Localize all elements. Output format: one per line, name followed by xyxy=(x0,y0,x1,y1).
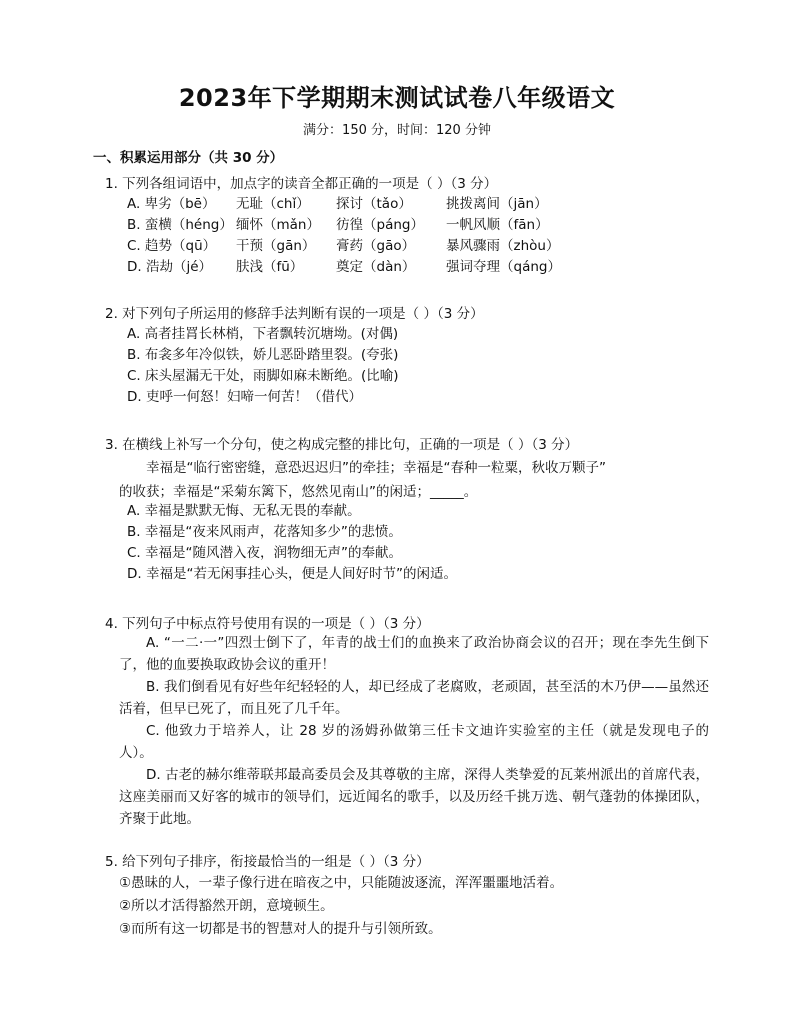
option-word: 挑拨离间（jān） xyxy=(446,196,548,212)
question-4-stem: 4. 下列句子中标点符号使用有误的一项是（ ）（3 分） xyxy=(105,616,430,632)
option-a xyxy=(127,194,561,215)
question-2-stem: 2. 对下列句子所运用的修辞手法判断有误的一项是（ ）（3 分） xyxy=(105,306,484,322)
option-word: A. 卑劣（bē） xyxy=(127,196,216,212)
option-word: B. 蛮横（héng） xyxy=(127,217,233,233)
question-4-options xyxy=(119,632,709,830)
option-word: 一帆风顺（fān） xyxy=(446,217,549,233)
option-word: C. 趋势（qū） xyxy=(127,238,217,254)
option-word: 奠定（dàn） xyxy=(336,259,416,275)
option-word: D. 浩劫（jé） xyxy=(127,259,213,275)
question-3-passage: 幸福是“临行密密缝，意恐迟迟归”的牵挂；幸福是“春种一粒粟，秋收万颗子” xyxy=(146,460,606,476)
option-word: 探讨（tǎo） xyxy=(336,196,412,212)
option-d: D. 吏呼一何怒！妇啼一何苦！（借代） xyxy=(127,389,362,405)
option-c xyxy=(127,236,561,257)
option-a: A. “一二·一”四烈士倒下了，年青的战士们的血换来了政治协商会议的召开；现在李先生倒下了，他的血要换取政协会议的重开！ xyxy=(119,635,709,673)
score-time-info: 满分：150 分，时间：120 分钟 xyxy=(303,123,491,138)
page-title: 2023年下学期期末测试试卷八年级语文 xyxy=(178,84,616,112)
question-5-items xyxy=(119,872,563,941)
option-c: C. 幸福是“随风潜入夜，润物细无声”的奉献。 xyxy=(127,545,402,561)
option-word: 彷徨（páng） xyxy=(336,217,424,233)
sentence-item: ②所以才活得豁然开朗，意境顿生。 xyxy=(119,898,334,914)
option-a: A. 高者挂罥长林梢，下者飘转沉塘坳。(对偶) xyxy=(127,326,399,342)
option-b: B. 我们倒看见有好些年纪轻轻的人，却已经成了老腐败，老顽固，甚至活的木乃伊——虽然还活着，但早已死了，而且死了几千年。 xyxy=(119,679,709,717)
question-5-stem: 5. 给下列句子排序，衔接最恰当的一组是（ ）（3 分） xyxy=(105,854,430,870)
option-b: B. 幸福是“夜来风雨声，花落知多少”的悲愤。 xyxy=(127,524,402,540)
question-2-options xyxy=(127,324,399,408)
question-3-options xyxy=(127,501,457,585)
option-b xyxy=(127,215,561,236)
option-word: 强词夺理（qáng） xyxy=(446,259,561,275)
sentence-item: ③而所有这一切都是书的智慧对人的提升与引领所致。 xyxy=(119,921,442,937)
option-c: C. 他致力于培养人，让 28 岁的汤姆孙做第三任卡文迪许实验室的主任（就是发现电子的人）。 xyxy=(119,723,709,761)
option-word: 无耻（chǐ） xyxy=(236,196,310,212)
question-1-options xyxy=(127,194,561,278)
section-heading: 一、积累运用部分（共 30 分） xyxy=(93,150,284,166)
option-d xyxy=(127,257,561,278)
question-3-stem: 3. 在横线上补写一个分句，使之构成完整的排比句，正确的一项是（ ）（3 分） xyxy=(105,437,579,453)
option-word: 膏药（gāo） xyxy=(336,238,416,254)
option-word: 肤浅（fū） xyxy=(236,259,304,275)
option-d: D. 幸福是“若无闲事挂心头，便是人间好时节”的闲适。 xyxy=(127,566,457,582)
option-b: B. 布衾多年冷似铁，娇儿恶卧踏里裂。(夸张) xyxy=(127,347,399,363)
sentence-item: ①愚昧的人，一辈子像行进在暗夜之中，只能随波逐流，浑浑噩噩地活着。 xyxy=(119,875,564,891)
option-word: 暴风骤雨（zhòu） xyxy=(446,238,560,254)
option-d: D. 古老的赫尔维蒂联邦最高委员会及其尊敬的主席，深得人类挚爱的瓦莱州派出的首席代表，这座美丽而又好客的城市的领导们，远近闻名的歌手，以及历经千挑万选、朝气蓬勃的体操团队，齐聚于此地。 xyxy=(119,767,709,827)
option-c: C. 床头屋漏无干处，雨脚如麻未断绝。(比喻) xyxy=(127,368,399,384)
question-1-stem: 1. 下列各组词语中，加点字的读音全都正确的一项是（ ）（3 分） xyxy=(105,176,498,192)
question-3-passage: 的收获；幸福是“采菊东篱下，悠然见南山”的闲适；_____。 xyxy=(119,484,478,500)
option-word: 缅怀（mǎn） xyxy=(236,217,320,233)
option-a: A. 幸福是默默无悔、无私无畏的奉献。 xyxy=(127,503,361,519)
option-word: 干预（gān） xyxy=(236,238,316,254)
